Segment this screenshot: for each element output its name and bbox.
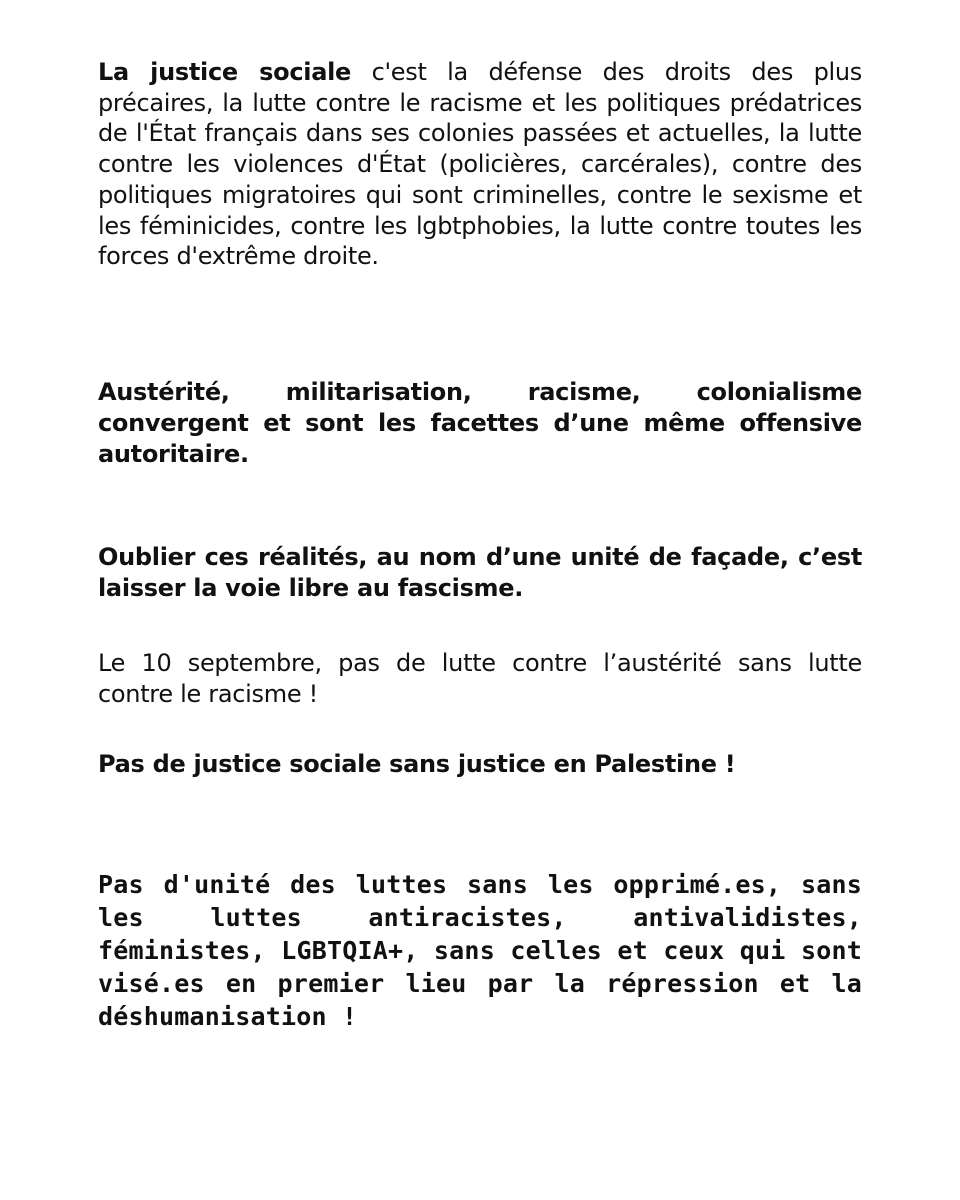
paragraph-lead-bold: La justice sociale	[98, 58, 352, 86]
paragraph-september-10: Le 10 septembre, pas de lutte contre l’austérité sans lutte contre le racisme !	[98, 649, 862, 708]
paragraph-unity-of-struggles: Pas d'unité des luttes sans les opprimé.es, sans les luttes antiracistes, antivalidistes, féministes, LGBTQIA+, sans celles et ceux qui sont visé.es en premier lieu par la répression et la déshumanisation !	[98, 870, 862, 1031]
paragraph-palestine: Pas de justice sociale sans justice en Palestine !	[98, 750, 736, 778]
paragraph-social-justice-definition	[98, 57, 862, 272]
paragraph-body: c'est la défense des droits des plus précaires, la lutte contre le racisme et les politiques prédatrices de l'État français dans ses colonies passées et actuelles, la lutte contre les violences d'État (policières, carcérales), contre des politiques migratoires qui sont criminelles, contre le sexisme et les féminicides, contre les lgbtphobies, la lutte contre toutes les forces d'extrême droite.	[98, 58, 863, 271]
paragraph-forget-realities: Oublier ces réalités, au nom d’une unité de façade, c’est laisser la voie libre au fascisme.	[98, 543, 862, 602]
paragraph-austerity-convergence: Austérité, militarisation, racisme, colonialisme convergent et sont les facettes d’une même offensive autoritaire.	[98, 378, 862, 468]
